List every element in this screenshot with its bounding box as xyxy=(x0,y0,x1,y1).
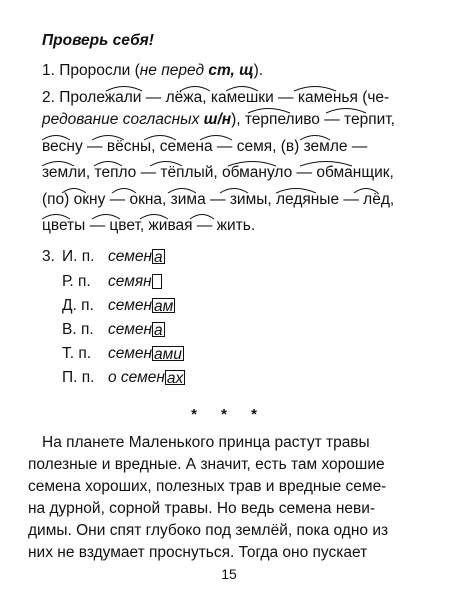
answer-2-note: редование согласных xyxy=(42,111,204,128)
case-label: Р. п. xyxy=(62,273,91,290)
answer-2-line-3: весну — вёсны, семена — семя, (в) земле — xyxy=(42,138,368,155)
paragraph-line: полезные и вредные. А значит, есть там хорошие xyxy=(28,456,385,473)
case-stem: семен xyxy=(108,248,152,265)
declension-row-5 xyxy=(62,345,184,363)
paragraph-line: семена хороших, полезных трав и вредные семе- xyxy=(28,478,387,495)
page-number: 15 xyxy=(221,566,237,582)
answer-3-number: 3. xyxy=(42,248,55,265)
answer-1-note-letters: ст, щ xyxy=(208,62,254,79)
case-ending-box: ах xyxy=(166,370,184,388)
story-paragraph xyxy=(28,432,430,564)
declension-row-2 xyxy=(62,273,162,291)
answer-2-line-4: земли, тепло — тёплый, обмануло — обманщик, xyxy=(42,164,394,181)
case-label: В. п. xyxy=(62,321,94,338)
case-label: И. п. xyxy=(62,248,95,265)
declension-row-4 xyxy=(62,321,165,339)
case-ending-box: а xyxy=(153,249,163,267)
answer-2-line-5: (по) окну — окна, зима — зимы, ледяные — лёд, xyxy=(42,191,395,208)
case-ending-box: ами xyxy=(153,346,182,364)
declension-row-1 xyxy=(42,248,165,266)
answer-1-note: не перед xyxy=(139,62,209,79)
answer-2-note-letters: ш/н xyxy=(203,111,232,128)
paragraph-line: димы. Они спят глубоко под землёй, пока одно из xyxy=(28,522,389,539)
section-heading: Проверь себя! xyxy=(42,32,154,49)
case-stem: семен xyxy=(108,321,152,338)
paragraph-line: На планете Маленького принца растут травы xyxy=(42,434,370,451)
answer-1-text: 1. Проросли ( xyxy=(42,62,140,79)
answer-1 xyxy=(42,62,263,80)
answer-1-close: ). xyxy=(253,62,264,79)
case-ending-box: ам xyxy=(153,298,174,316)
answer-2-line-2 xyxy=(42,111,395,129)
paragraph-line: на дурной, сорной травы. Но ведь семена неви- xyxy=(28,500,376,517)
case-stem: семен xyxy=(108,297,152,314)
answer-2-line-6: цветы — цвет, живая — жить. xyxy=(42,217,256,234)
case-label: П. п. xyxy=(62,369,95,386)
declension-row-3 xyxy=(62,297,175,315)
declension-row-6 xyxy=(62,369,185,387)
case-stem: семен xyxy=(108,345,152,362)
case-label: Д. п. xyxy=(62,297,94,314)
case-ending-box: а xyxy=(153,322,163,340)
case-ending-box xyxy=(152,274,162,289)
section-separator: * * * xyxy=(191,406,267,423)
answer-2-line-2-rest: ), терпеливо — терпит, xyxy=(231,111,395,128)
case-label: Т. п. xyxy=(62,345,92,362)
answer-2-line-1: 2. Пролежали — лёжа, камешки — каменья (че- xyxy=(42,89,390,106)
case-stem: о семен xyxy=(108,369,165,386)
paragraph-line: них не вздумает проснуться. Тогда оно пускает xyxy=(28,544,368,561)
case-stem: семян xyxy=(108,273,152,290)
